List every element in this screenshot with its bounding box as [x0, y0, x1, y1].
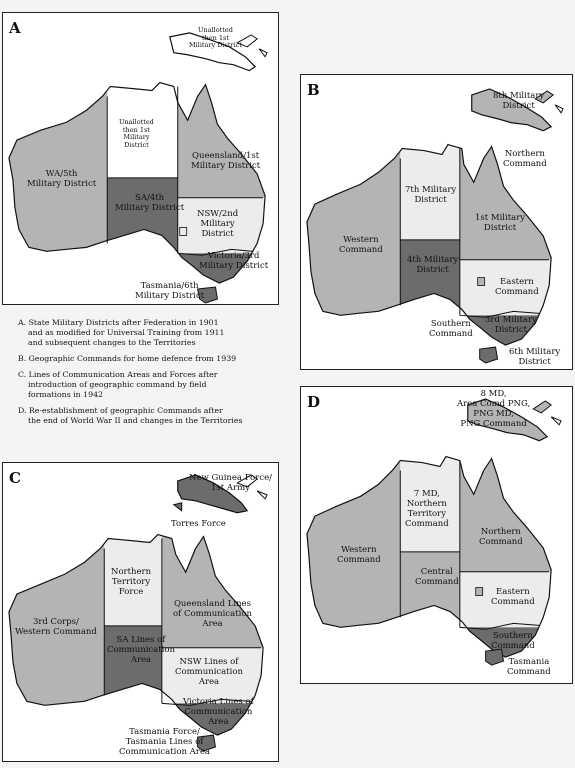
label-c-nsw: NSW Lines of Communication Area	[175, 657, 243, 687]
label-a-tas: Tasmania/6th Military District	[135, 281, 205, 301]
label-d-central: Central Command	[415, 567, 459, 587]
label-a-vic: Victoria/3rd Military District	[199, 251, 269, 271]
legend-item-d: D. Re-establishment of geographic Commands after the end of World War II and changes in the Territories	[18, 406, 243, 425]
label-a-nsw: NSW/2nd Military District	[197, 209, 239, 239]
region-nt	[107, 13, 177, 178]
panel-c-label: C	[9, 469, 21, 487]
label-a-sa: SA/4th Military District	[115, 193, 185, 213]
label-c-vic: Victoria Lines of Communication Area	[183, 697, 254, 727]
legend-item-c: C. Lines of Communication Areas and Forces after introduction of geographic command by field formations in 1942	[18, 370, 218, 399]
label-b-vic: 3rd Military District	[485, 315, 537, 335]
region-nt	[104, 463, 162, 626]
region-tas	[480, 347, 498, 363]
legend-item-b: B. Geographic Commands for home defence from 1939	[18, 354, 237, 363]
legend-item-a: A. State Military Districts after Federation in 1901 and as modified for Universal Training from 1911 and subsequent changes to the Territories	[18, 318, 225, 347]
act-box	[180, 227, 187, 235]
label-a-wa: WA/5th Military District	[27, 169, 97, 189]
label-c-wa: 3rd Corps/ Western Command	[15, 617, 97, 637]
label-d-tas: Tasmania Command	[507, 657, 551, 677]
label-a-qld: Queensland/1st Military District	[191, 151, 261, 171]
label-c-torres: Torres Force	[171, 519, 226, 529]
region-wa	[3, 463, 104, 761]
label-b-southern: Southern Command	[429, 319, 473, 339]
label-b-western: Western Command	[339, 235, 383, 255]
region-wa	[3, 13, 107, 304]
label-c-qld: Queensland Lines of Communication Area	[173, 599, 252, 629]
label-b-nt: 7th Military District	[405, 185, 457, 205]
label-b-qld: 1st Military District	[475, 213, 526, 233]
label-b-png: 8th Military District	[493, 91, 545, 111]
legend	[18, 318, 288, 432]
label-c-tas: Tasmania Force/ Tasmania Lines of Communication Area	[119, 727, 210, 757]
region-tas	[486, 649, 504, 665]
label-d-eastern: Eastern Command	[491, 587, 535, 607]
panel-a-label: A	[9, 19, 21, 37]
label-b-eastern: Eastern Command	[495, 277, 539, 297]
label-a-unallotted-png: Unallotted then 1st Military District	[189, 26, 242, 49]
panel-d-label: D	[307, 393, 321, 411]
label-d-png: 8 MD, Area Comd PNG, PNG MD, PNG Command	[457, 389, 531, 429]
label-d-southern: Southern Command	[491, 631, 535, 651]
map-panel-a	[2, 12, 279, 305]
label-c-sa: SA Lines of Communication Area	[107, 635, 175, 665]
label-d-western: Western Command	[337, 545, 381, 565]
label-b-sa: 4th Military District	[407, 255, 459, 275]
label-c-png: New Guinea Force/ 1st Army	[189, 473, 272, 493]
label-d-nt: 7 MD, Northern Territory Command	[405, 489, 449, 529]
map-panel-d	[300, 386, 573, 684]
map-panel-c	[2, 462, 279, 762]
label-d-northern: Northern Command	[479, 527, 523, 547]
map-panel-b	[300, 74, 573, 370]
region-western	[301, 75, 400, 369]
label-b-northern: Northern Command	[503, 149, 547, 169]
region-western	[301, 387, 400, 683]
region-nt	[400, 75, 460, 240]
panel-b-label: B	[307, 81, 320, 99]
label-c-nt: Northern Territory Force	[111, 567, 152, 597]
label-b-tas: 6th Military District	[509, 347, 561, 367]
label-a-unallotted-nt: Unallotted then 1st Military District	[119, 118, 154, 149]
